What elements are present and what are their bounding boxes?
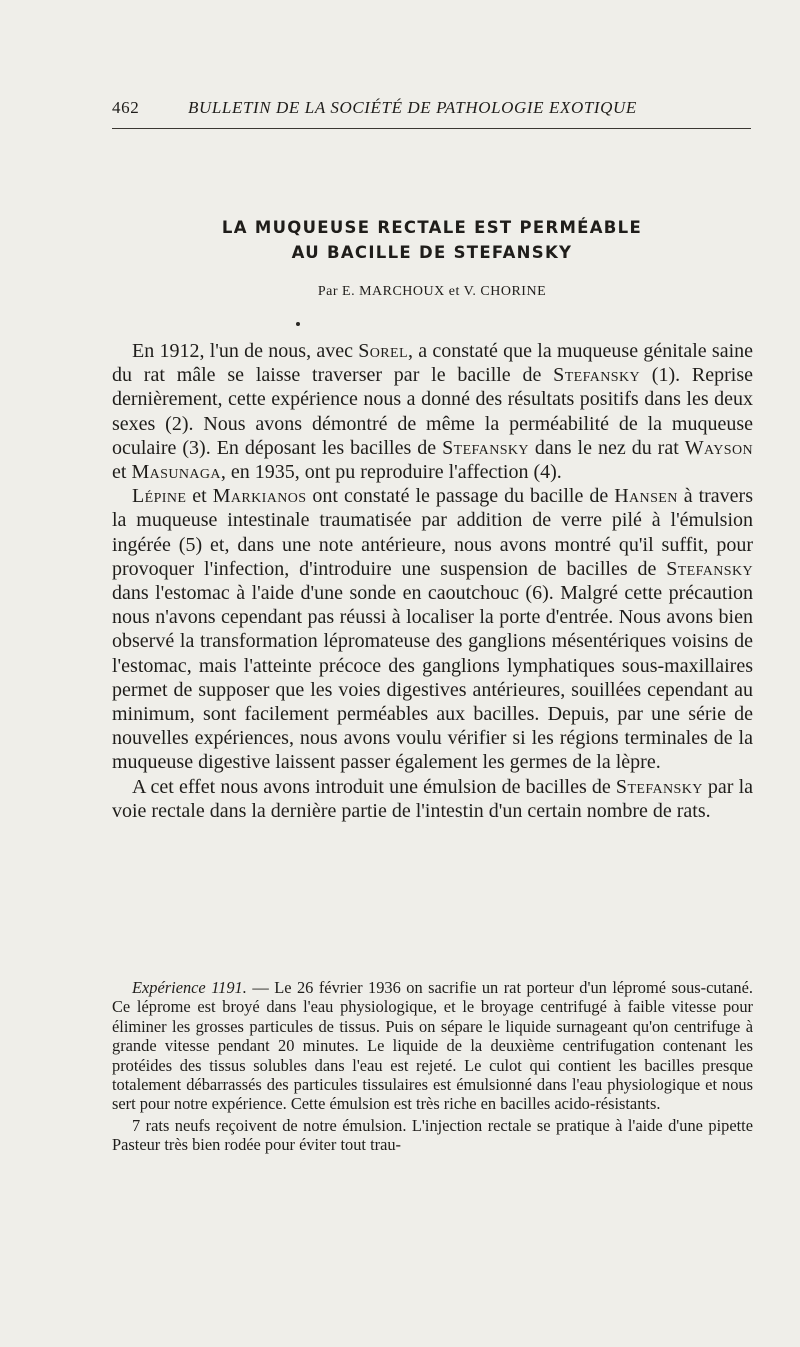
header-rule: [112, 128, 751, 129]
text-run: et: [112, 461, 132, 484]
text-run: , a constaté que la muqueuse génitale saine du rat mâle se laisse traverser par le bacille de: [112, 340, 754, 387]
author-name: Wayson: [684, 436, 753, 459]
text-run: à travers la muqueuse intestinale traumatisée par addition de verre pilé à l'émulsion ingérée (5) et, dans une note antérieure, nous avons montré qu'il suffit, pour provoquer l'infection, d'introduire une suspension de bacilles de: [112, 485, 753, 580]
article-title-line-1: LA MUQUEUSE RECTALE EST PERMÉABLE: [221, 218, 643, 237]
text-run: A cet effet nous avons introduit une émulsion de bacilles de: [132, 775, 616, 798]
author-name: Stefansky: [553, 364, 640, 387]
author-name: Hansen: [614, 485, 678, 508]
paragraph-3: [112, 775, 753, 823]
journal-title: BULLETIN DE LA SOCIÉTÉ DE PATHOLOGIE EXOTIQUE: [188, 98, 637, 117]
author-name: Lépine: [132, 485, 187, 508]
page-number: 462: [112, 98, 140, 117]
article-title-line-2: AU BACILLE DE STEFANSKY: [291, 243, 573, 262]
author-name: Sorel: [358, 340, 408, 362]
author-name: Stefansky: [615, 775, 703, 798]
running-header: [112, 98, 752, 124]
text-run: par la voie rectale dans la dernière partie de l'intestin d'un certain nombre de rats.: [112, 775, 753, 822]
text-run: , en 1935, ont pu reproduire l'affection (4).: [220, 461, 562, 484]
author-name: Stefansky: [442, 436, 529, 459]
text-run: et: [186, 485, 213, 508]
experiment-paragraph: [112, 978, 753, 1114]
text-run: ont constaté le passage du bacille de: [306, 485, 615, 508]
separator-dot: [296, 322, 300, 326]
paragraph-1: [112, 339, 753, 484]
text-run: dans le nez du rat: [528, 436, 685, 459]
article-body: [112, 339, 753, 823]
article-authors: Par E. MARCHOUX et V. CHORINE: [317, 284, 547, 299]
author-name: Stefansky: [666, 557, 753, 580]
text-run: (1). Reprise dernièrement, cette expérience nous a donné des résultats positifs dans les deux sexes (2). Nous avons démontré de même la perméabilité de la muqueuse oculaire (3). En déposant les bacilles de: [112, 364, 753, 459]
text-run: — Le 26 février 1936 on sacrifie un rat porteur d'un lépromé sous-cutané. Ce léprome est broyé dans l'eau physiologique, et le broyage centrifugé à faible vitesse pour éliminer les grosses particules de tissus. Puis on sépare le liquide surnageant qu'on centrifuge à grande vitesse pendant 20 minutes. Le liquide de la deuxième centrifugation contenant les protéides des tissus solubles dans l'eau est rejeté. Le culot qui contient les bacilles presque totalement débarrassés des particules tissulaires est émulsionné dans l'eau physiologique et nous sert pour notre expérience. Cette émulsion est très riche en bacilles acido-résistants.: [112, 978, 753, 1114]
text-run: dans l'estomac à l'aide d'une sonde en caoutchouc (6). Malgré cette précaution nous n'avons cependant pas réussi à localiser la porte d'entrée. Nous avons bien observé la transformation lépromateuse des ganglions mésentériques voisins de l'estomac, mais l'atteinte précoce des ganglions lymphatiques sous-maxillaires permet de supposer que les voies digestives antérieures, souillées cependant au minimum, sont facilement perméables aux bacilles. Depuis, par une série de nouvelles expériences, nous avons voulu vérifier si les régions terminales de la muqueuse digestive laissent passer également les germes de la lèpre.: [112, 582, 753, 774]
author-name: Markianos: [212, 485, 307, 508]
experiment-section: [112, 978, 753, 1155]
experiment-label: Expérience 1191.: [132, 978, 247, 997]
text-run: En 1912, l'un de nous, avec: [132, 340, 359, 362]
author-name: Masunaga: [131, 461, 221, 484]
paragraph-2: [112, 484, 753, 774]
article-title: [112, 215, 752, 265]
experiment-paragraph-2: 7 rats neufs reçoivent de notre émulsion. L'injection rectale se pratique à l'aide d'une pipette Pasteur très bien rodée pour éviter tout trau-: [112, 1115, 753, 1155]
